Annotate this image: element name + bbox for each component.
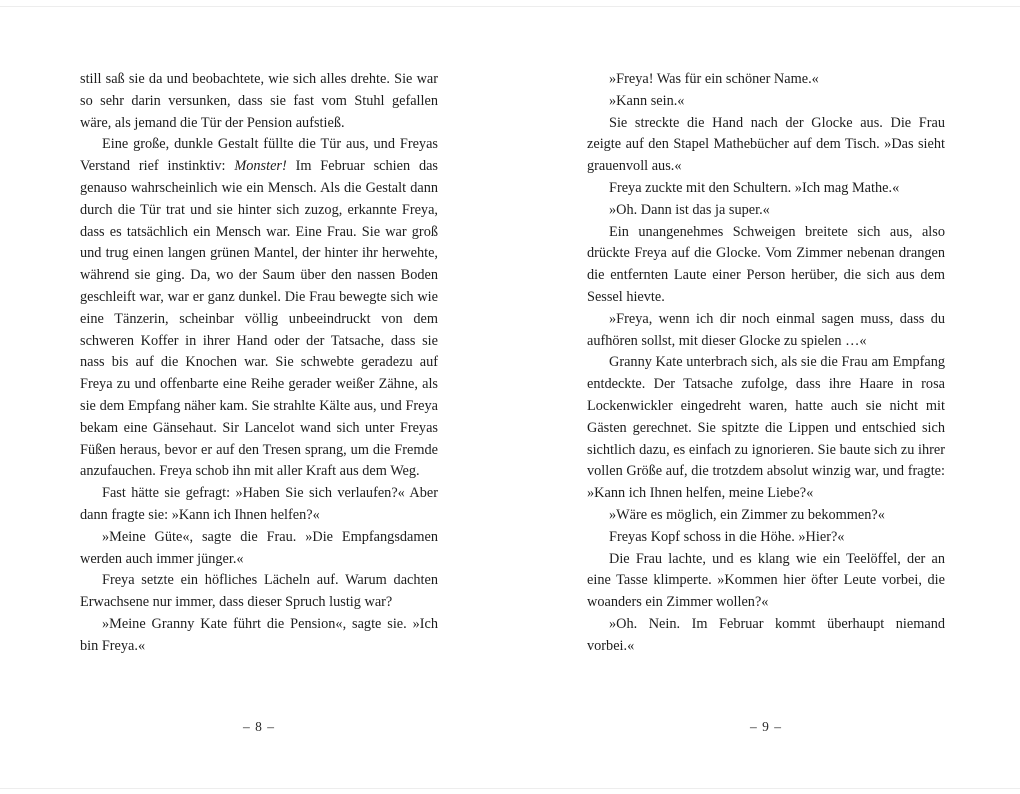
text-run: still saß sie da und beobachtete, wie sich alles drehte. Sie war so sehr darin versunken, dass sie fast vom Stuhl gefallen wäre, als jemand die Tür der Pension aufstieß. <box>80 71 438 131</box>
text-run: Die Frau lachte, und es klang wie ein Teelöffel, der an eine Tasse klimperte. »Kommen hier öfter Leute vorbei, die woanders ein Zimmer wollen?« <box>587 550 945 611</box>
paragraph <box>80 527 438 571</box>
paragraph <box>587 352 945 505</box>
text-run: »Kann sein.« <box>609 92 685 109</box>
text-run: »Meine Güte«, sagte die Frau. »Die Empfangsdamen werden auch immer jünger.« <box>80 528 438 567</box>
paragraph <box>587 309 945 353</box>
text-run: Sie streckte die Hand nach der Glocke aus. Die Frau zeigte auf den Stapel Mathebücher auf dem Tisch. »Das sieht grauenvoll aus.« <box>587 114 945 175</box>
text-run: Fast hätte sie gefragt: »Haben Sie sich verlaufen?« Aber dann fragte sie: »Kann ich Ihnen helfen?« <box>80 485 438 523</box>
paragraph <box>80 69 438 134</box>
text-run: »Oh. Nein. Im Februar kommt überhaupt niemand vorbei.« <box>587 615 945 654</box>
paragraph <box>80 134 438 483</box>
right-page-text <box>587 69 945 658</box>
text-run: Freya zuckte mit den Schultern. »Ich mag Mathe.« <box>609 179 900 196</box>
text-run: Eine große, dunkle Gestalt füllte die Tür aus, und Freyas Verstand rief instinktiv: <box>80 136 438 175</box>
paragraph <box>587 200 945 222</box>
paragraph <box>587 69 945 91</box>
page-edge-bottom <box>0 788 1020 789</box>
paragraph <box>80 570 438 614</box>
paragraph <box>587 91 945 113</box>
text-run: »Wäre es möglich, ein Zimmer zu bekommen?« <box>609 506 885 523</box>
text-run: Granny Kate unterbrach sich, als sie die Frau am Empfang entdeckte. Der Tatsache zufolge, dass ihre Haare in rosa Lockenwickler eingedreht waren, hatte auch sie nicht mit Gästen gerechnet. Sie spitzte die Lippen und entschied sich sichtlich dazu, es einfach zu ignorieren. Sie baute sich zu ihrer vollen Größe auf, die trotzdem absolut winzig war, und fragte: »Kann ich Ihnen helfen, meine Liebe?« <box>587 354 945 502</box>
text-run: Freya setzte ein höfliches Lächeln auf. Warum dachten Erwachsene nur immer, dass dieser Spruch lustig war? <box>80 572 438 611</box>
paragraph <box>587 113 945 178</box>
paragraph <box>587 527 945 549</box>
italic-text-run: Monster! <box>234 158 287 175</box>
text-run: Freyas Kopf schoss in die Höhe. »Hier?« <box>609 528 845 545</box>
text-run: Ein unangenehmes Schweigen breitete sich aus, also drückte Freya auf die Glocke. Vom Zimmer nebenan drangen die entfernten Laute einer Person herüber, die sich aus dem Sessel hievte. <box>587 223 945 305</box>
paragraph <box>587 549 945 614</box>
paragraph <box>587 222 945 309</box>
left-page-text <box>80 69 438 658</box>
paragraph <box>587 614 945 658</box>
paragraph <box>587 178 945 200</box>
text-run: »Oh. Dann ist das ja super.« <box>609 201 770 218</box>
page-number-right: – 9 – <box>750 719 782 734</box>
paragraph <box>587 505 945 527</box>
text-run: »Meine Granny Kate führt die Pension«, sagte sie. »Ich bin Freya.« <box>80 615 438 654</box>
text-run: Im Februar schien das genauso wahrscheinlich wie ein Mensch. Als die Gestalt dann durch die Tür trat und sie hinter sich zuzog, erkannte Freya, dass es tatsächlich ein Mensch war. Eine Frau. Sie war groß und trug einen langen grünen Mantel, der hinter ihr herwehte, während sie ging. Da, wo der Saum über den nassen Boden geschleift war, war er ganz dunkel. Die Frau bewegte sich wie eine Tänzerin, scheinbar völlig unbeeindruckt von dem schweren Koffer in ihrer Hand oder der Tatsache, dass sie nass bis auf die Knochen war. Sie schwebte geradezu auf Freya zu und offenbarte eine Reihe gerader weißer Zähne, als sie dem Empfang näher kam. Sie strahlte Kälte aus, und Freya bekam eine Gänsehaut. Sir Lancelot wand sich unter Freyas Füßen heraus, bevor er auf den Tresen sprang, um die Fremde anzufauchen. Freya schob ihn mit aller Kraft aus dem Weg. <box>80 158 438 480</box>
paragraph <box>80 483 438 527</box>
page-edge-top <box>0 6 1020 7</box>
text-run: »Freya, wenn ich dir noch einmal sagen muss, dass du aufhören sollst, mit dieser Glocke zu spielen …« <box>587 310 945 349</box>
page-number-left: – 8 – <box>243 719 275 734</box>
text-run: »Freya! Was für ein schöner Name.« <box>609 71 819 87</box>
paragraph <box>80 614 438 658</box>
